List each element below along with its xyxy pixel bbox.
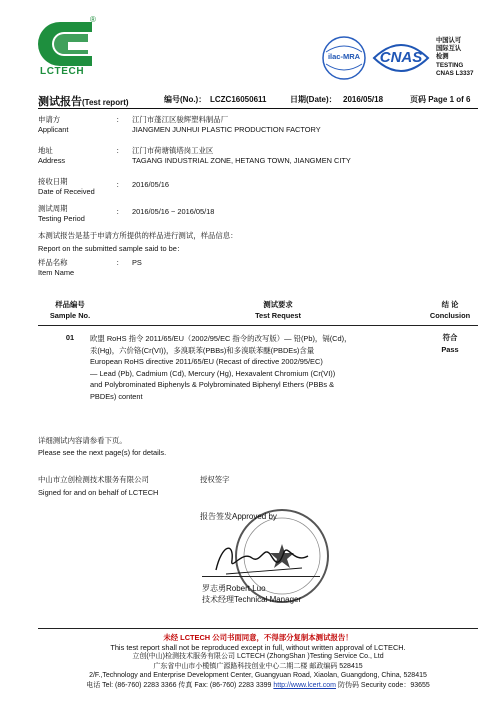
cnas-logo (370, 36, 432, 80)
footer-contact-b: 防伪码 Security code：93655 (336, 681, 430, 689)
footer-line-5: 2/F.,Technology and Enterprise Development Center, Guangyuan Road, Xiaolan, Guangdong, China, 528415 (89, 672, 427, 680)
cnas-text: CNAS (379, 49, 423, 66)
signing-company-cn: 中山市立创检测技术服务有限公司 (38, 475, 149, 484)
request-line: 欧盟 RoHS 指令 2011/65/EU（2002/95/EC 指令的改写版）— 铅(Pb)，镉(Cd)， (90, 334, 352, 343)
row-conclusion-en: Pass (441, 345, 459, 354)
ilac-mra-text: ilac-MRA (327, 52, 361, 61)
lctech-logo-text: LCTECH (40, 66, 85, 77)
details-cn: 详细测试内容请参看下页。 (38, 436, 127, 445)
field-address (38, 146, 478, 168)
report-title-cn: 测试报告 (38, 96, 82, 108)
footer-line-1: 未经 LCTECH 公司书面同意，不得部分复制本测试报告！ (163, 633, 353, 642)
item-label-en: Item Name (38, 268, 75, 277)
report-header (38, 92, 478, 106)
field-label-cn: 地址 (38, 146, 53, 155)
col-header-request-cn: 测试要求 (263, 300, 293, 309)
field-label-en: Applicant (38, 125, 69, 134)
field-value-en: JIANGMEN JUNHUI PLASTIC PRODUCTION FACTORY (132, 125, 321, 134)
field-label-cn: 申请方 (38, 115, 61, 124)
signing-auth-cn: 授权签字 (200, 475, 230, 484)
cert-line-5: CNAS L3337 (436, 69, 474, 77)
website-link[interactable]: http://www.lcert.com (273, 681, 337, 689)
field-value-cn: 江门市荷塘镇塔岗工业区 (132, 146, 214, 155)
registered-mark: ® (90, 15, 96, 24)
lctech-logo-mark (38, 18, 100, 70)
footer-rule (38, 628, 478, 629)
row-test-request (90, 333, 400, 403)
field-value: 2016/05/16 (132, 180, 169, 189)
field-colon: ： (116, 115, 124, 124)
signer-name: 罗志勇Robert Luo (202, 584, 266, 593)
lctech-logo (38, 18, 100, 78)
col-header-sample-cn: 样品编号 (55, 300, 85, 309)
col-header-request-en: Test Request (255, 311, 301, 320)
field-testing-period (38, 204, 478, 226)
cert-line-2: 国际互认 (436, 45, 462, 53)
signature-line (202, 576, 320, 577)
field-value-cn: 江门市蓬江区骏辉塑料制品厂 (132, 115, 229, 124)
field-label-en: Testing Period (38, 214, 85, 223)
signing-en: Signed for and on behalf of LCTECH (38, 488, 159, 497)
report-date-label: 日期(Date)： (290, 95, 337, 104)
request-line: European RoHS directive 2011/65/EU (Recast of directive 2002/95/EC) (90, 357, 323, 367)
request-line: and Polybrominated Biphenyls & Polybrominated Biphenyl Ethers (PBBs & (90, 380, 335, 390)
row-sample-no: 01 (65, 333, 75, 342)
field-colon: ： (116, 207, 124, 216)
request-line: — Lead (Pb), Cadmium (Cd), Mercury (Hg), Hexavalent Chromium (Cr(VI)) (90, 368, 336, 378)
field-colon: ： (116, 180, 124, 189)
item-colon: ： (116, 258, 124, 267)
col-header-conclusion-en: Conclusion (429, 311, 471, 320)
basis-en: Report on the submitted sample said to be： (38, 244, 185, 253)
handwritten-signature (212, 540, 312, 580)
field-label-cn: 接收日期 (38, 177, 68, 186)
request-line: PBDEs) content (90, 391, 143, 401)
details-en: Please see the next page(s) for details. (38, 448, 167, 457)
item-value: PS (132, 258, 142, 267)
table-header-rule (38, 325, 478, 326)
report-no-value: LCZC16050611 (210, 95, 267, 104)
ilac-mra-logo (320, 34, 368, 82)
field-label-en: Date of Received (38, 187, 95, 196)
row-conclusion-cn: 符合 (442, 333, 458, 342)
cert-line-3: 检测 (436, 53, 449, 61)
report-title-en: (Test report) (82, 98, 129, 107)
signer-role: 技术经理Technical Manager (202, 595, 302, 604)
footer-line-4: 广东省中山市小榄镇广源路科技创业中心二期二楼 邮政编码 528415 (153, 662, 363, 670)
field-value: 2016/05/16 ~ 2016/05/18 (132, 207, 215, 216)
field-date-received (38, 177, 478, 199)
field-colon: ： (116, 146, 124, 155)
report-no-label: 编号(No.)： (164, 95, 207, 104)
approved-by-label: 报告签发Approved by (200, 512, 277, 521)
report-page-label: 页码 Page 1 of 6 (410, 95, 471, 104)
results-table (38, 300, 478, 418)
field-label-en: Address (38, 156, 66, 165)
footer-line-6 (30, 681, 486, 691)
report-date-value: 2016/05/18 (343, 95, 384, 104)
col-header-conclusion-cn: 结 论 (441, 300, 459, 309)
field-applicant (38, 115, 478, 137)
field-label-cn: 测试周期 (38, 204, 68, 213)
basis-cn: 本测试报告是基于申请方所提供的样品进行测试，样品信息： (38, 231, 238, 240)
item-label-cn: 样品名称 (38, 258, 68, 267)
request-line: 汞(Hg)，六价铬(Cr(VI))，多溴联苯(PBBs)和多溴联苯醚(PBDEs)含量 (90, 345, 315, 355)
header-rule (38, 108, 478, 109)
cert-line-4: TESTING (436, 61, 464, 69)
footer (30, 633, 486, 691)
cert-label-block (436, 37, 473, 78)
col-header-sample-en: Sample No. (49, 311, 91, 320)
field-item-name (38, 258, 478, 280)
footer-contact-a: 电话 Tel: (86-760) 2283 3366 传真 Fax: (86-760) 2283 3399 (86, 681, 274, 689)
field-value-en: TAGANG INDUSTRIAL ZONE, HETANG TOWN, JIANGMEN CITY (132, 156, 351, 165)
footer-line-3: 立创(中山)检测技术服务有限公司 LCTECH (ZhongShan )Testing Service Co., Ltd (132, 653, 384, 661)
cert-line-1: 中国认可 (436, 37, 462, 44)
footer-line-2: This test report shall not be reproduced except in full, without written approval of LCTECH. (110, 642, 406, 652)
